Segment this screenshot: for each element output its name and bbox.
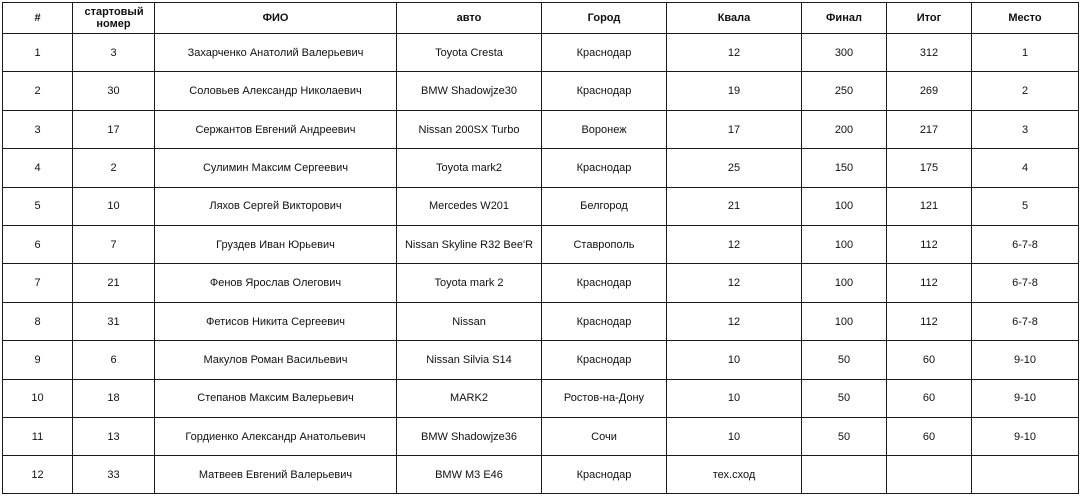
final-cell: 50 [802,341,887,379]
total-cell: 175 [887,149,972,187]
city-cell: Краснодар [542,341,667,379]
city-cell: Краснодар [542,149,667,187]
car-cell: Toyota mark2 [397,149,542,187]
total-cell: 269 [887,72,972,110]
col-header-place: Место [972,3,1079,34]
start-number-cell: 3 [73,34,155,72]
row-number-cell: 4 [3,149,73,187]
table-row [3,418,1079,456]
city-cell: Краснодар [542,72,667,110]
place-cell: 9-10 [972,418,1079,456]
car-cell: MARK2 [397,379,542,417]
place-cell [972,456,1079,494]
results-table [2,2,1079,494]
row-number-cell: 5 [3,187,73,225]
total-cell: 312 [887,34,972,72]
final-cell: 250 [802,72,887,110]
final-cell: 100 [802,187,887,225]
car-cell: BMW Shadowjze30 [397,72,542,110]
col-header-total: Итог [887,3,972,34]
city-cell: Краснодар [542,302,667,340]
row-number-cell: 2 [3,72,73,110]
qualification-cell: 19 [667,72,802,110]
table-row [3,302,1079,340]
table-row [3,341,1079,379]
start-number-cell: 18 [73,379,155,417]
car-cell: Nissan Skyline R32 Bee'R [397,226,542,264]
row-number-cell: 11 [3,418,73,456]
city-cell: Ставрополь [542,226,667,264]
qualification-cell: 25 [667,149,802,187]
car-cell: Nissan Silvia S14 [397,341,542,379]
place-cell: 4 [972,149,1079,187]
car-cell: BMW M3 E46 [397,456,542,494]
col-header-start-number [73,3,155,34]
car-cell: Toyota mark 2 [397,264,542,302]
col-header-final: Финал [802,3,887,34]
start-number-cell: 7 [73,226,155,264]
qualification-cell: 10 [667,418,802,456]
table-row [3,379,1079,417]
start-number-cell: 13 [73,418,155,456]
place-cell: 9-10 [972,379,1079,417]
driver-name-cell: Макулов Роман Васильевич [155,341,397,379]
total-cell: 112 [887,264,972,302]
car-cell: Nissan [397,302,542,340]
city-cell: Сочи [542,418,667,456]
qualification-cell: 12 [667,264,802,302]
start-number-cell: 30 [73,72,155,110]
table-row [3,72,1079,110]
qualification-cell: 12 [667,34,802,72]
driver-name-cell: Захарченко Анатолий Валерьевич [155,34,397,72]
table-row [3,456,1079,494]
row-number-cell: 7 [3,264,73,302]
driver-name-cell: Груздев Иван Юрьевич [155,226,397,264]
car-cell: BMW Shadowjze36 [397,418,542,456]
start-number-cell: 21 [73,264,155,302]
final-cell: 100 [802,264,887,302]
final-cell: 200 [802,110,887,148]
start-number-cell: 33 [73,456,155,494]
total-cell: 60 [887,379,972,417]
table-row [3,34,1079,72]
driver-name-cell: Гордиенко Александр Анатольевич [155,418,397,456]
row-number-cell: 8 [3,302,73,340]
total-cell: 112 [887,226,972,264]
col-header-city: Город [542,3,667,34]
place-cell: 9-10 [972,341,1079,379]
start-number-cell: 6 [73,341,155,379]
place-cell: 6-7-8 [972,264,1079,302]
total-cell: 121 [887,187,972,225]
driver-name-cell: Матвеев Евгений Валерьевич [155,456,397,494]
qualification-cell: 12 [667,226,802,264]
city-cell: Ростов-на-Дону [542,379,667,417]
city-cell: Воронеж [542,110,667,148]
start-number-cell: 17 [73,110,155,148]
driver-name-cell: Сулимин Максим Сергеевич [155,149,397,187]
table-row [3,226,1079,264]
col-header-number: # [3,3,73,34]
place-cell: 6-7-8 [972,226,1079,264]
driver-name-cell: Сержантов Евгений Андреевич [155,110,397,148]
final-cell [802,456,887,494]
row-number-cell: 3 [3,110,73,148]
total-cell [887,456,972,494]
qualification-cell: 17 [667,110,802,148]
qualification-cell: 10 [667,379,802,417]
table-row [3,187,1079,225]
place-cell: 2 [972,72,1079,110]
table-body [3,34,1079,494]
city-cell: Краснодар [542,34,667,72]
car-cell: Mercedes W201 [397,187,542,225]
place-cell: 5 [972,187,1079,225]
driver-name-cell: Фетисов Никита Сергеевич [155,302,397,340]
final-cell: 100 [802,302,887,340]
car-cell: Nissan 200SX Turbo [397,110,542,148]
table-row [3,264,1079,302]
row-number-cell: 12 [3,456,73,494]
col-header-name: ФИО [155,3,397,34]
driver-name-cell: Фенов Ярослав Олегович [155,264,397,302]
table-header [3,3,1079,34]
city-cell: Краснодар [542,456,667,494]
total-cell: 217 [887,110,972,148]
total-cell: 60 [887,418,972,456]
row-number-cell: 6 [3,226,73,264]
final-cell: 150 [802,149,887,187]
city-cell: Краснодар [542,264,667,302]
qualification-cell: тех.сход [667,456,802,494]
qualification-cell: 21 [667,187,802,225]
place-cell: 3 [972,110,1079,148]
final-cell: 100 [802,226,887,264]
qualification-cell: 10 [667,341,802,379]
qualification-cell: 12 [667,302,802,340]
total-cell: 60 [887,341,972,379]
driver-name-cell: Степанов Максим Валерьевич [155,379,397,417]
final-cell: 50 [802,379,887,417]
row-number-cell: 1 [3,34,73,72]
col-header-qualification: Квала [667,3,802,34]
start-number-cell: 2 [73,149,155,187]
row-number-cell: 9 [3,341,73,379]
city-cell: Белгород [542,187,667,225]
table-row [3,149,1079,187]
row-number-cell: 10 [3,379,73,417]
place-cell: 6-7-8 [972,302,1079,340]
header-row [3,3,1079,34]
car-cell: Toyota Cresta [397,34,542,72]
driver-name-cell: Ляхов Сергей Викторович [155,187,397,225]
start-number-cell: 10 [73,187,155,225]
start-number-header-label: стартовый номер [84,6,144,30]
final-cell: 50 [802,418,887,456]
table-row [3,110,1079,148]
total-cell: 112 [887,302,972,340]
start-number-cell: 31 [73,302,155,340]
col-header-car: авто [397,3,542,34]
place-cell: 1 [972,34,1079,72]
final-cell: 300 [802,34,887,72]
driver-name-cell: Соловьев Александр Николаевич [155,72,397,110]
